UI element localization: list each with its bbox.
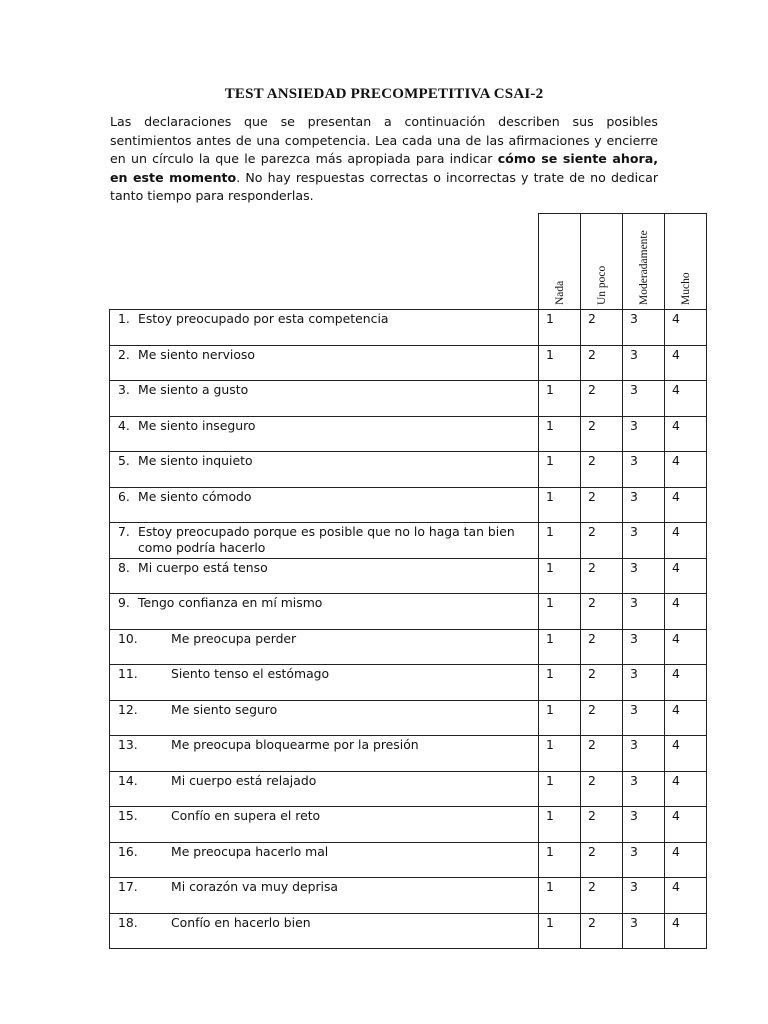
- rating-option-2[interactable]: 2: [581, 629, 623, 665]
- item-number: 4.: [118, 417, 130, 433]
- rating-option-3[interactable]: 3: [623, 523, 665, 559]
- column-header-nada: [539, 214, 581, 310]
- rating-option-4[interactable]: 4: [665, 629, 707, 665]
- rating-option-4[interactable]: 4: [665, 310, 707, 346]
- rating-option-1[interactable]: 1: [539, 665, 581, 701]
- item-text: Tengo confianza en mí mismo: [138, 595, 323, 610]
- rating-option-3[interactable]: 3: [623, 310, 665, 346]
- item-number: 13.: [118, 737, 138, 752]
- rating-option-4[interactable]: 4: [665, 878, 707, 914]
- rating-option-1[interactable]: 1: [539, 807, 581, 843]
- item-number: 6.: [118, 488, 130, 504]
- item-number: 5.: [118, 453, 130, 468]
- table-row: [110, 558, 707, 594]
- rating-option-2[interactable]: 2: [581, 345, 623, 381]
- rating-option-2[interactable]: 2: [581, 771, 623, 807]
- rating-option-4[interactable]: 4: [665, 807, 707, 843]
- item-number: 9.: [118, 595, 130, 610]
- item-cell: [110, 878, 539, 914]
- rating-option-3[interactable]: 3: [623, 665, 665, 701]
- rating-option-2[interactable]: 2: [581, 523, 623, 559]
- instructions-paragraph: [110, 113, 658, 206]
- rating-option-4[interactable]: 4: [665, 771, 707, 807]
- rating-option-3[interactable]: 3: [623, 452, 665, 488]
- item-text: Me siento nervioso: [138, 346, 255, 362]
- item-text: Estoy preocupado por esta competencia: [138, 311, 389, 326]
- rating-option-2[interactable]: 2: [581, 310, 623, 346]
- rating-option-2[interactable]: 2: [581, 487, 623, 523]
- instructions-text-start: Las declaraciones que se presentan a continuación describen sus posibles sentimientos antes de una competencia. Lea cada una de las afirmaciones y encierre en un círculo la que le parezca más apropiada para indicar: [110, 114, 658, 166]
- header-row: [110, 214, 707, 310]
- table-row: [110, 594, 707, 630]
- rating-option-1[interactable]: 1: [539, 452, 581, 488]
- header-blank-cell: [110, 214, 539, 310]
- item-number: 14.: [118, 772, 138, 788]
- item-text: Confío en hacerlo bien: [171, 914, 311, 930]
- questionnaire-table: [109, 213, 707, 949]
- rating-option-3[interactable]: 3: [623, 558, 665, 594]
- rating-option-2[interactable]: 2: [581, 700, 623, 736]
- table-row: [110, 913, 707, 949]
- item-text: Estoy preocupado porque es posible que no lo haga tan bien como podría hacerlo: [138, 524, 515, 555]
- table-row: [110, 736, 707, 772]
- item-number: 15.: [118, 808, 138, 823]
- rating-option-1[interactable]: 1: [539, 523, 581, 559]
- column-header-label: Un poco: [595, 265, 608, 305]
- table-row: [110, 629, 707, 665]
- item-cell: [110, 842, 539, 878]
- table-row: [110, 416, 707, 452]
- item-text: Me preocupa perder: [171, 630, 297, 646]
- item-cell: [110, 665, 539, 701]
- rating-option-3[interactable]: 3: [623, 381, 665, 417]
- item-number: 3.: [118, 382, 130, 397]
- table-row: [110, 842, 707, 878]
- item-cell: [110, 416, 539, 452]
- table-row: [110, 381, 707, 417]
- rating-option-3[interactable]: 3: [623, 771, 665, 807]
- item-cell: [110, 523, 539, 559]
- rating-option-1[interactable]: 1: [539, 771, 581, 807]
- rating-option-3[interactable]: 3: [623, 736, 665, 772]
- column-header-label: Mucho: [679, 272, 692, 305]
- rating-option-2[interactable]: 2: [581, 842, 623, 878]
- rating-option-3[interactable]: 3: [623, 807, 665, 843]
- table-row: [110, 345, 707, 381]
- item-number: 12.: [118, 701, 138, 717]
- rating-option-1[interactable]: 1: [539, 878, 581, 914]
- item-cell: [110, 771, 539, 807]
- item-cell: [110, 807, 539, 843]
- item-text: Confío en supera el reto: [171, 808, 321, 823]
- item-cell: [110, 913, 539, 949]
- rating-option-3[interactable]: 3: [623, 416, 665, 452]
- item-cell: [110, 700, 539, 736]
- rating-option-4[interactable]: 4: [665, 594, 707, 630]
- rating-option-4[interactable]: 4: [665, 700, 707, 736]
- item-number: 8.: [118, 559, 130, 575]
- table-row: [110, 878, 707, 914]
- rating-option-3[interactable]: 3: [623, 913, 665, 949]
- item-text: Me siento inseguro: [138, 417, 256, 433]
- table-row: [110, 807, 707, 843]
- rating-option-1[interactable]: 1: [539, 842, 581, 878]
- rating-option-2[interactable]: 2: [581, 416, 623, 452]
- rating-option-3[interactable]: 3: [623, 878, 665, 914]
- column-header-label: Nada: [553, 280, 566, 305]
- questionnaire-body: [110, 310, 707, 949]
- rating-option-4[interactable]: 4: [665, 558, 707, 594]
- item-text: Me siento seguro: [171, 701, 278, 717]
- rating-option-2[interactable]: 2: [581, 736, 623, 772]
- table-row: [110, 665, 707, 701]
- item-cell: [110, 629, 539, 665]
- item-number: 1.: [118, 311, 130, 326]
- table-row: [110, 310, 707, 346]
- rating-option-3[interactable]: 3: [623, 629, 665, 665]
- item-text: Mi cuerpo está tenso: [138, 559, 268, 575]
- item-cell: [110, 736, 539, 772]
- rating-option-1[interactable]: 1: [539, 416, 581, 452]
- rating-option-4[interactable]: 4: [665, 523, 707, 559]
- item-text: Siento tenso el estómago: [171, 666, 330, 681]
- column-header-un-poco: [581, 214, 623, 310]
- rating-option-4[interactable]: 4: [665, 381, 707, 417]
- rating-option-3[interactable]: 3: [623, 700, 665, 736]
- rating-option-1[interactable]: 1: [539, 594, 581, 630]
- rating-option-1[interactable]: 1: [539, 913, 581, 949]
- item-cell: [110, 452, 539, 488]
- table-row: [110, 487, 707, 523]
- rating-option-2[interactable]: 2: [581, 594, 623, 630]
- rating-option-2[interactable]: 2: [581, 665, 623, 701]
- column-header-label: Moderadamente: [637, 230, 650, 305]
- table-row: [110, 771, 707, 807]
- column-header-mucho: [665, 214, 707, 310]
- item-text: Me preocupa bloquearme por la presión: [171, 737, 419, 752]
- item-number: 17.: [118, 879, 138, 894]
- instructions-text-end: . No hay respuestas correctas o incorrectas y trate de no dedicar tanto tiempo para responderlas.: [110, 169, 658, 203]
- rating-option-2[interactable]: 2: [581, 807, 623, 843]
- rating-option-2[interactable]: 2: [581, 913, 623, 949]
- item-cell: [110, 487, 539, 523]
- rating-option-2[interactable]: 2: [581, 558, 623, 594]
- rating-option-4[interactable]: 4: [665, 487, 707, 523]
- rating-option-1[interactable]: 1: [539, 629, 581, 665]
- instructions-emphasis: cómo se siente ahora, en este momento: [110, 151, 658, 185]
- rating-option-3[interactable]: 3: [623, 345, 665, 381]
- item-cell: [110, 558, 539, 594]
- item-number: 7.: [118, 524, 130, 539]
- item-cell: [110, 594, 539, 630]
- rating-option-4[interactable]: 4: [665, 736, 707, 772]
- rating-option-3[interactable]: 3: [623, 842, 665, 878]
- rating-option-1[interactable]: 1: [539, 381, 581, 417]
- rating-option-4[interactable]: 4: [665, 842, 707, 878]
- item-text: Mi corazón va muy deprisa: [171, 879, 339, 894]
- rating-option-4[interactable]: 4: [665, 416, 707, 452]
- rating-option-1[interactable]: 1: [539, 310, 581, 346]
- item-text: Mi cuerpo está relajado: [171, 772, 317, 788]
- item-number: 10.: [118, 630, 138, 646]
- rating-option-3[interactable]: 3: [623, 594, 665, 630]
- rating-option-1[interactable]: 1: [539, 736, 581, 772]
- column-header-moderadamente: [623, 214, 665, 310]
- rating-option-3[interactable]: 3: [623, 487, 665, 523]
- rating-option-1[interactable]: 1: [539, 558, 581, 594]
- item-text: Me siento a gusto: [138, 382, 249, 397]
- rating-option-1[interactable]: 1: [539, 345, 581, 381]
- rating-option-4[interactable]: 4: [665, 452, 707, 488]
- rating-option-4[interactable]: 4: [665, 913, 707, 949]
- table-row: [110, 700, 707, 736]
- item-number: 18.: [118, 914, 138, 930]
- rating-option-4[interactable]: 4: [665, 345, 707, 381]
- item-text: Me siento inquieto: [138, 453, 253, 468]
- table-row: [110, 452, 707, 488]
- rating-option-1[interactable]: 1: [539, 487, 581, 523]
- item-number: 11.: [118, 666, 138, 681]
- page-title: TEST ANSIEDAD PRECOMPETITIVA CSAI-2: [224, 86, 544, 102]
- rating-option-1[interactable]: 1: [539, 700, 581, 736]
- item-text: Me preocupa hacerlo mal: [171, 843, 329, 859]
- table-row: [110, 523, 707, 559]
- rating-option-2[interactable]: 2: [581, 452, 623, 488]
- item-cell: [110, 381, 539, 417]
- rating-option-2[interactable]: 2: [581, 381, 623, 417]
- rating-option-2[interactable]: 2: [581, 878, 623, 914]
- item-cell: [110, 310, 539, 346]
- item-cell: [110, 345, 539, 381]
- item-text: Me siento cómodo: [138, 488, 252, 504]
- item-number: 2.: [118, 346, 130, 362]
- item-number: 16.: [118, 843, 138, 859]
- rating-option-4[interactable]: 4: [665, 665, 707, 701]
